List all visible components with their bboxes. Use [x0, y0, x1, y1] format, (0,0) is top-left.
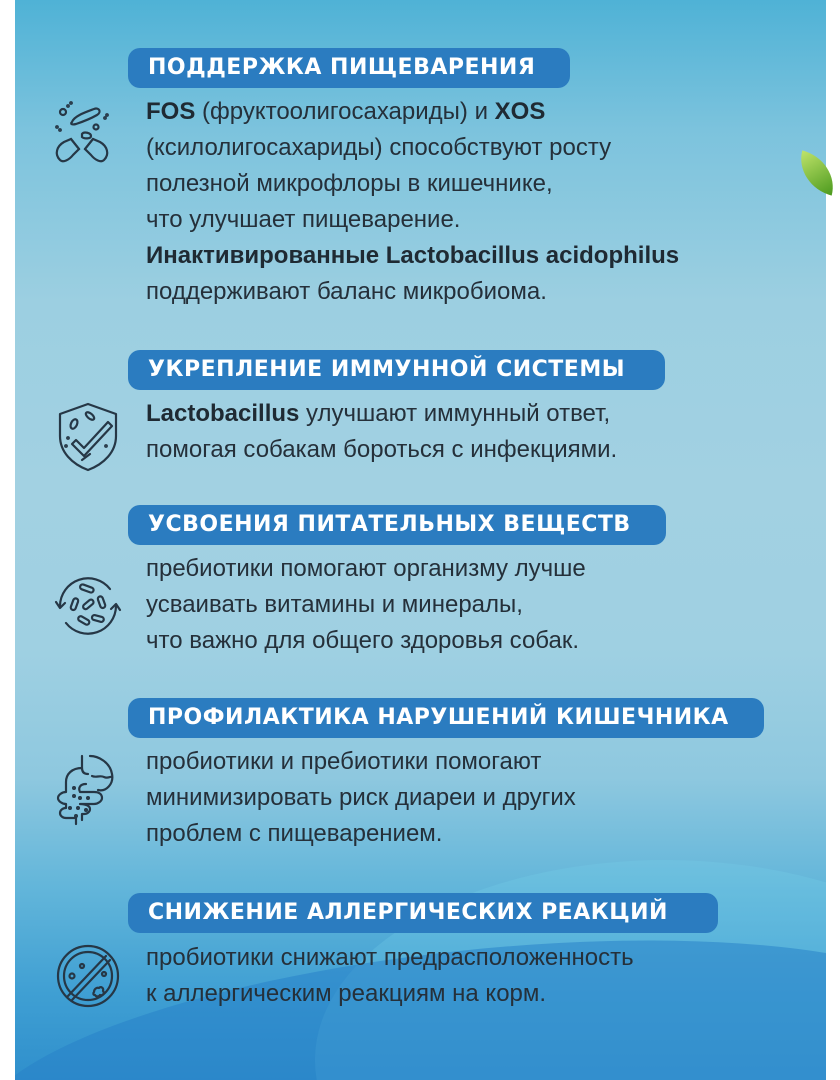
section-body-immunity — [146, 396, 617, 468]
section-body-intestinal — [146, 744, 576, 852]
body-line: что важно для общего здоровья собак. — [146, 627, 579, 654]
body-line: пробиотики и пребиотики помогают — [146, 748, 542, 775]
body-line: к аллергическим реакциям на корм. — [146, 980, 547, 1007]
section-title-nutrients: УСВОЕНИЯ ПИТАТЕЛЬНЫХ ВЕЩЕСТВ — [128, 505, 666, 545]
body-line: пребиотики помогают организму лучше — [146, 555, 586, 582]
digestive-system-icon — [50, 752, 126, 828]
body-line: Lactobacillus улучшают иммунный ответ, — [146, 400, 611, 427]
no-allergen-icon — [50, 938, 126, 1014]
body-line: усваивать витамины и минералы, — [146, 591, 523, 618]
body-line: Инактивированные Lactobacillus acidophilus — [146, 242, 680, 269]
body-line: поддерживают баланс микробиома. — [146, 278, 547, 305]
body-line: что улучшает пищеварение. — [146, 206, 461, 233]
body-line: (ксилолигосахариды) способствуют росту — [146, 134, 612, 161]
section-body-digestion — [146, 94, 679, 310]
section-title-immunity: УКРЕПЛЕНИЕ ИММУННОЙ СИСТЕМЫ — [128, 350, 665, 390]
section-title-allergy: СНИЖЕНИЕ АЛЛЕРГИЧЕСКИХ РЕАКЦИЙ — [128, 893, 718, 933]
section-body-nutrients — [146, 551, 586, 659]
bacteria-cycle-icon — [50, 568, 126, 644]
body-line: полезной микрофлоры в кишечнике, — [146, 170, 553, 197]
capsule-bacteria-icon — [50, 96, 126, 172]
section-body-allergy — [146, 940, 634, 1012]
body-line: минимизировать риск диареи и других — [146, 784, 576, 811]
body-line: FOS (фруктоолигосахариды) и XOS — [146, 98, 546, 125]
body-line: проблем с пищеварением. — [146, 820, 443, 847]
body-line: пробиотики снижают предрасположенность — [146, 944, 634, 971]
section-title-intestinal: ПРОФИЛАКТИКА НАРУШЕНИЙ КИШЕЧНИКА — [128, 698, 764, 738]
shield-check-icon — [50, 398, 126, 474]
body-line: помогая собакам бороться с инфекциями. — [146, 436, 618, 463]
section-title-digestion: ПОДДЕРЖКА ПИЩЕВАРЕНИЯ — [128, 48, 570, 88]
